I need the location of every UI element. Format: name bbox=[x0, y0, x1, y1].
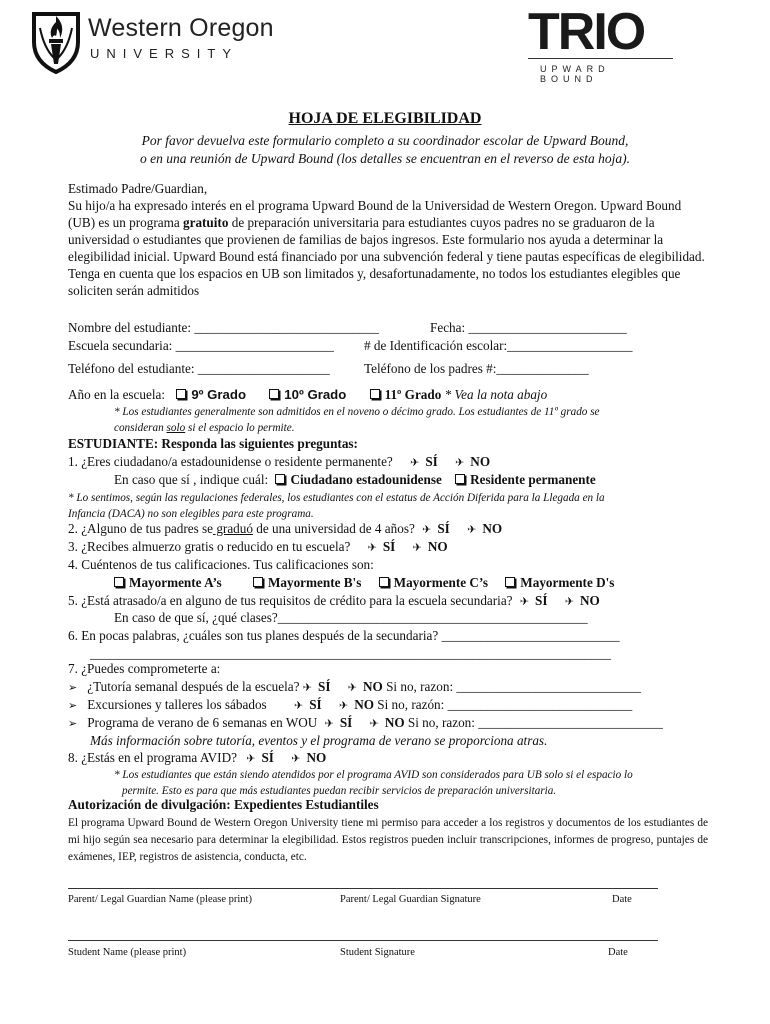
q3-no[interactable]: NO bbox=[427, 539, 448, 554]
grades-options bbox=[114, 575, 614, 591]
grade-b-checkbox[interactable]: Mayormente B's bbox=[253, 575, 361, 590]
resident-checkbox[interactable]: Residente permanente bbox=[455, 472, 596, 487]
grade-d-checkbox[interactable]: Mayormente D's bbox=[505, 575, 614, 590]
student-date-label: Date bbox=[608, 947, 628, 958]
arrow-bullet-icon: ➢ bbox=[68, 681, 78, 694]
q8-yes[interactable]: SÍ bbox=[261, 750, 274, 765]
question-8: 8. ¿Estás en el programa AVID? ✈ SÍ ✈ NO bbox=[68, 750, 327, 765]
airplane-icon: ✈ bbox=[324, 717, 334, 730]
q7a-yes[interactable]: SÍ bbox=[318, 679, 331, 694]
grade-c-checkbox[interactable]: Mayormente C’s bbox=[379, 575, 488, 590]
grade-a-checkbox[interactable]: Mayormente A’s bbox=[114, 575, 222, 590]
grade-10-checkbox[interactable]: 10º Grado bbox=[269, 387, 346, 402]
airplane-icon: ✈ bbox=[347, 681, 357, 694]
question-6[interactable]: 6. En pocas palabras, ¿cuáles son tus planes después de la secundaria? ___________________________ bbox=[68, 628, 620, 643]
school-id-field[interactable]: # de Identificación escolar:___________________ bbox=[364, 338, 633, 353]
wou-logo bbox=[30, 8, 290, 74]
wou-name: Western Oregon bbox=[88, 14, 274, 42]
parent-name-label: Parent/ Legal Guardian Name (please print) bbox=[68, 894, 252, 905]
avid-note: * Los estudiantes que están siendo atendidos por el programa AVID son considerados para UB solo si el espacio lo permite. Esto es para que más estudiantes puedan recibir servicios de preparación universitaria. bbox=[114, 769, 633, 797]
arrow-bullet-icon: ➢ bbox=[68, 699, 78, 712]
airplane-icon: ✈ bbox=[455, 456, 465, 469]
airplane-icon: ✈ bbox=[422, 523, 432, 536]
section-heading: ESTUDIANTE: Responda las siguientes preguntas: bbox=[68, 436, 358, 451]
q7c-yes[interactable]: SÍ bbox=[339, 715, 353, 730]
question-7: 7. ¿Puedes comprometerte a: bbox=[68, 661, 221, 676]
airplane-icon: ✈ bbox=[519, 595, 530, 608]
q3-yes[interactable]: SÍ bbox=[382, 539, 396, 554]
parent-signature-line[interactable] bbox=[68, 888, 658, 889]
grade-footnote: * Los estudiantes generalmente son admitidos en el noveno o décimo grado. Los estudiantes de 11º grado se consideran solo si el espacio lo permite. bbox=[114, 406, 600, 434]
q7-saturdays: ➢ Excursiones y talleres los sábados ✈ SÍ ✈ NO Si no, razón: ____________________________ bbox=[68, 697, 633, 712]
airplane-icon: ✈ bbox=[369, 717, 379, 730]
checkbox-icon bbox=[379, 577, 389, 587]
q7b-reason[interactable]: Si no, razón: ____________________________ bbox=[377, 697, 633, 712]
parent-date-label: Date bbox=[612, 894, 632, 905]
grade-note: * Vea la nota abajo bbox=[444, 387, 548, 402]
student-signature-label: Student Signature bbox=[340, 947, 415, 958]
airplane-icon: ✈ bbox=[246, 752, 256, 765]
q7c-no[interactable]: NO bbox=[384, 715, 405, 730]
grade-11-checkbox[interactable]: 11º Grado bbox=[370, 387, 442, 402]
grade-9-checkbox[interactable]: 9º Grado bbox=[176, 387, 246, 402]
airplane-icon: ✈ bbox=[410, 456, 420, 469]
q8-no[interactable]: NO bbox=[306, 750, 327, 765]
checkbox-icon bbox=[370, 389, 380, 399]
student-phone-field[interactable]: Teléfono del estudiante: ____________________ bbox=[68, 361, 330, 376]
q7b-yes[interactable]: SÍ bbox=[309, 697, 322, 712]
checkbox-icon bbox=[269, 389, 279, 399]
q1-no[interactable]: NO bbox=[470, 454, 491, 469]
school-field[interactable]: Escuela secundaria: ________________________ bbox=[68, 338, 334, 353]
q7c-reason[interactable]: Si no, razon: ____________________________ bbox=[407, 715, 663, 730]
airplane-icon: ✈ bbox=[367, 541, 377, 554]
checkbox-icon bbox=[176, 389, 186, 399]
intro-paragraph: Su hijo/a ha expresado interés en el programa Upward Bound de la Universidad de Western Oregon. Upward Bound (UB) es un programa gratuito de preparación universitaria para estudiantes cuyos padres no se graduaron de la universidad o estudiantes que provienen de familias de bajos ingresos. Este formulario nos ayuda a determinar la elegibilidad inicial. Upward Bound está financiado por una subvención federal y tiene pautas específicas de elegibilidad. Tenga en cuenta que los espacios en UB son limitados y, desafortunadamente, no todos los estudiantes elegibles que soliciten serán admitidos bbox=[68, 198, 705, 298]
date-field[interactable]: Fecha: ________________________ bbox=[430, 320, 627, 335]
q7a-reason[interactable]: Si no, razon: ____________________________ bbox=[386, 679, 642, 694]
checkbox-icon bbox=[253, 577, 263, 587]
airplane-icon: ✈ bbox=[293, 699, 304, 712]
q6-line[interactable]: _______________________________________________________________________________ bbox=[90, 646, 611, 661]
student-name-field[interactable]: Nombre del estudiante: ____________________________ bbox=[68, 320, 379, 335]
airplane-icon: ✈ bbox=[467, 523, 477, 536]
question-5: 5. ¿Está atrasado/a en alguno de tus requisitos de crédito para la escuela secundaria? ✈ SÍ ✈ NO bbox=[68, 593, 600, 608]
intro-letter bbox=[68, 180, 708, 299]
q5-yes[interactable]: SÍ bbox=[535, 593, 548, 608]
question-2: 2. ¿Alguno de tus padres se graduó de una universidad de 4 años? ✈ SÍ ✈ NO bbox=[68, 521, 503, 536]
grade-row: Año en la escuela: 9º Grado 10º Grado 11º Grado * Vea la nota abajo bbox=[68, 387, 548, 402]
torch-shield-icon bbox=[30, 8, 82, 74]
q5-classes-field[interactable]: En caso de que sí, ¿qué clases?_______________________________________________ bbox=[114, 610, 588, 625]
q7-summer: ➢ Programa de verano de 6 semanas en WOU ✈ SÍ ✈ NO Si no, razon: ____________________________ bbox=[68, 715, 663, 730]
q5-no[interactable]: NO bbox=[580, 593, 600, 608]
page-title: HOJA DE ELEGIBILIDAD bbox=[288, 110, 482, 127]
citizen-checkbox[interactable]: Ciudadano estadounidense bbox=[275, 472, 441, 487]
question-3: 3. ¿Recibes almuerzo gratis o reducido en tu escuela? ✈ SÍ ✈ NO bbox=[68, 539, 448, 554]
checkbox-icon bbox=[455, 474, 465, 484]
q2-no[interactable]: NO bbox=[482, 521, 503, 536]
checkbox-icon bbox=[275, 474, 285, 484]
student-signature-line[interactable] bbox=[68, 940, 658, 941]
q2-yes[interactable]: SÍ bbox=[437, 521, 450, 536]
parent-signature-label: Parent/ Legal Guardian Signature bbox=[340, 894, 481, 905]
q1-yes[interactable]: SÍ bbox=[425, 454, 438, 469]
airplane-icon: ✈ bbox=[291, 752, 301, 765]
trio-logo bbox=[528, 3, 673, 84]
arrow-bullet-icon: ➢ bbox=[68, 717, 78, 730]
trio-word: TRIO bbox=[528, 3, 645, 61]
checkbox-icon bbox=[114, 577, 124, 587]
trio-sub: UPWARD BOUND bbox=[540, 64, 610, 84]
auth-body: El programa Upward Bound de Western Oregon University tiene mi permiso para acceder a los registros y documentos de los estudiantes de mi hijo según sea necesario para determinar la elegibilidad. Estos registros pueden incluir transcripciones, informes de progreso, puntajes de exámenes, IEP, registros de asistencia, conducta, etc. bbox=[68, 817, 708, 863]
airplane-icon: ✈ bbox=[412, 541, 422, 554]
parent-phone-field[interactable]: Teléfono de los padres #:______________ bbox=[364, 361, 589, 376]
student-name-label: Student Name (please print) bbox=[68, 947, 187, 958]
question-1: 1. ¿Eres ciudadano/a estadounidense o residente permanente? ✈ SÍ ✈ NO bbox=[68, 454, 491, 469]
daca-note: * Lo sentimos, según las regulaciones federales, los estudiantes con el estatus de Acción Diferida para la Llegada en la Infancia (DACA) no son elegibles para este programa. bbox=[68, 492, 605, 520]
greeting: Estimado Padre/Guardian, bbox=[68, 181, 208, 196]
question-1-sub: En caso que sí , indique cuál: Ciudadano estadounidense Residente permanente bbox=[114, 472, 596, 487]
airplane-icon: ✈ bbox=[302, 681, 313, 694]
auth-heading: Autorización de divulgación: Expedientes Estudiantiles bbox=[68, 797, 379, 812]
q7-tutoring: ➢ ¿Tutoría semanal después de la escuela? ✈ SÍ ✈ NO Si no, razon: ____________________________ bbox=[68, 679, 642, 694]
q7-more-info: Más información sobre tutoría, eventos y el programa de verano se proporciona atras. bbox=[90, 733, 548, 748]
checkbox-icon bbox=[505, 577, 515, 587]
airplane-icon: ✈ bbox=[338, 699, 349, 712]
airplane-icon: ✈ bbox=[564, 595, 575, 608]
q7b-no[interactable]: NO bbox=[354, 697, 374, 712]
question-4: 4. Cuéntenos de tus calificaciones. Tus calificaciones son: bbox=[68, 557, 374, 572]
wou-sub: UNIVERSITY bbox=[90, 46, 239, 61]
q7a-no[interactable]: NO bbox=[363, 679, 383, 694]
subtitle: Por favor devuelva este formulario completo a su coordinador escolar de Upward Bound, o en una reunión de Upward Bound (los detalles se encuentran en el reverso de esta hoja). bbox=[139, 133, 631, 166]
